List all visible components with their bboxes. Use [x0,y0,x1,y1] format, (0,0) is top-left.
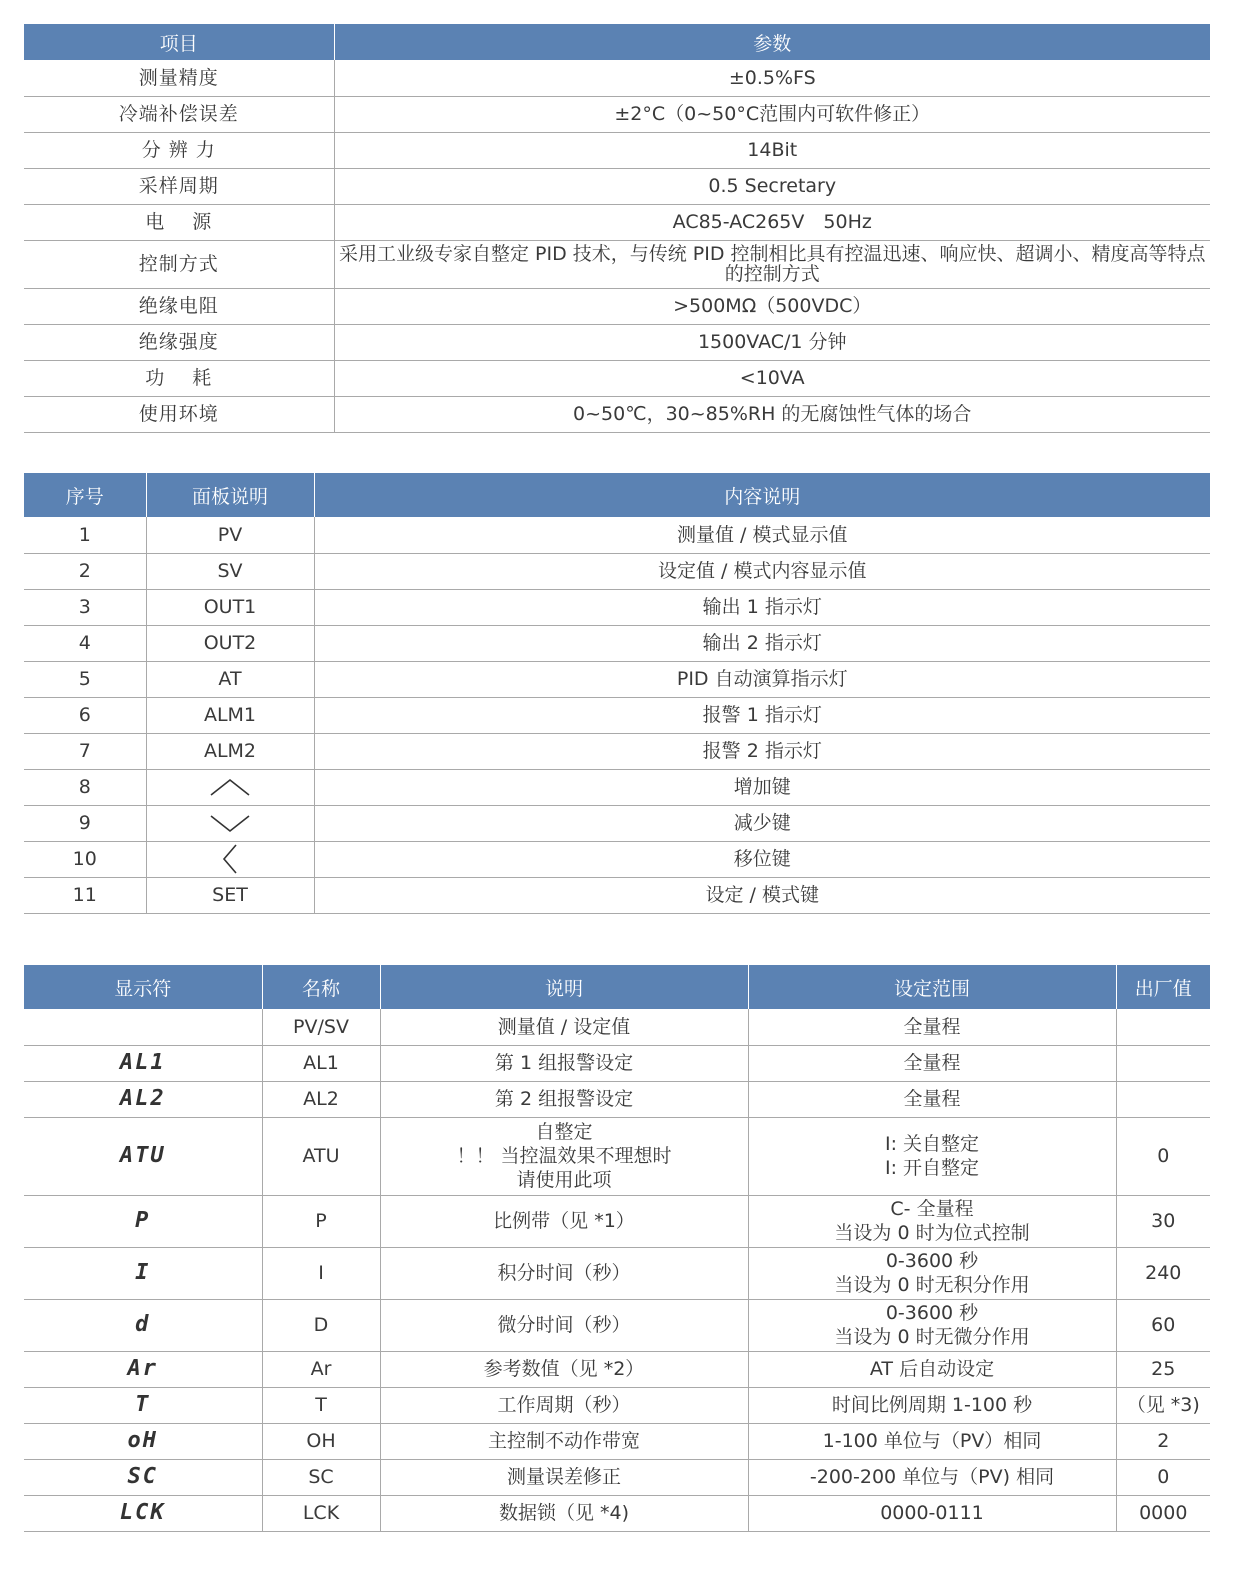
table-row [24,805,1210,841]
panel-no: 2 [24,553,146,589]
table-row [24,168,1210,204]
param-range: 0000-0111 [748,1495,1116,1531]
panel-label: ALM2 [146,733,314,769]
param-default: 0000 [1116,1495,1210,1531]
table-row [24,1495,1210,1531]
spec-item: 测量精度 [24,60,334,96]
table-row [24,324,1210,360]
panel-label: SET [146,877,314,913]
param-range: -200-200 单位与（PV) 相同 [748,1459,1116,1495]
segment-symbol: T [24,1387,262,1423]
table-row [24,697,1210,733]
param-range: C- 全量程 当设为 0 时为位式控制 [748,1195,1116,1247]
param-default: 25 [1116,1351,1210,1387]
table-row [24,96,1210,132]
panel-desc: 报警 2 指示灯 [314,733,1210,769]
param-desc: 工作周期（秒） [380,1387,748,1423]
panel-desc: 移位键 [314,841,1210,877]
table-row [24,1247,1210,1299]
param-desc: 积分时间（秒） [380,1247,748,1299]
table-row [24,240,1210,288]
panel-label: OUT2 [146,625,314,661]
table-row [24,1081,1210,1117]
spec-value: 1500VAC/1 分钟 [334,324,1210,360]
param-default: （见 *3) [1116,1387,1210,1423]
segment-symbol: LCK [24,1495,262,1531]
table-row [24,1423,1210,1459]
panel-label: PV [146,517,314,553]
spec-item: 采样周期 [24,168,334,204]
param-desc: 数据锁（见 *4) [380,1495,748,1531]
segment-symbol: SC [24,1459,262,1495]
panel-desc: 报警 1 指示灯 [314,697,1210,733]
panel-no: 9 [24,805,146,841]
spec-item: 电 源 [24,204,334,240]
spec-item: 冷端补偿误差 [24,96,334,132]
spec-value: ±2°C（0~50°C范围内可软件修正） [334,96,1210,132]
up-chevron-icon [208,776,252,798]
param-name: AL2 [262,1081,380,1117]
table-row [24,1459,1210,1495]
table-row [24,625,1210,661]
param-header-symbol: 显示符 [24,965,262,1009]
table-row [24,396,1210,432]
segment-symbol: P [24,1195,262,1247]
param-range: 0-3600 秒 当设为 0 时无微分作用 [748,1299,1116,1351]
segment-symbol: AL2 [24,1081,262,1117]
param-desc: 微分时间（秒） [380,1299,748,1351]
param-desc: 第 2 组报警设定 [380,1081,748,1117]
table-row [24,769,1210,805]
param-name: OH [262,1423,380,1459]
param-header-row [24,965,1210,1009]
param-name: D [262,1299,380,1351]
spec-header-item: 项目 [24,24,334,60]
param-header-desc: 说明 [380,965,748,1009]
panel-label [146,805,314,841]
panel-desc: PID 自动演算指示灯 [314,661,1210,697]
table-row [24,841,1210,877]
param-desc: 测量值 / 设定值 [380,1009,748,1045]
table-row [24,589,1210,625]
table-row [24,1009,1210,1045]
param-desc: 第 1 组报警设定 [380,1045,748,1081]
left-chevron-icon [218,843,242,875]
table-row [24,1351,1210,1387]
panel-desc: 输出 2 指示灯 [314,625,1210,661]
spec-item: 使用环境 [24,396,334,432]
param-range: 0-3600 秒 当设为 0 时无积分作用 [748,1247,1116,1299]
param-default: 0 [1116,1117,1210,1195]
spec-header-row [24,24,1210,60]
param-name: AL1 [262,1045,380,1081]
segment-symbol: oH [24,1423,262,1459]
table-row [24,517,1210,553]
param-name: PV/SV [262,1009,380,1045]
panel-label: AT [146,661,314,697]
table-row [24,877,1210,913]
panel-label: OUT1 [146,589,314,625]
table-row [24,360,1210,396]
spec-item: 绝缘电阻 [24,288,334,324]
table-row [24,661,1210,697]
table-row [24,60,1210,96]
table-row [24,1117,1210,1195]
spec-value: ±0.5%FS [334,60,1210,96]
segment-symbol [24,1009,262,1045]
table-row [24,204,1210,240]
param-range: 时间比例周期 1-100 秒 [748,1387,1116,1423]
panel-no: 10 [24,841,146,877]
spec-value: 采用工业级专家自整定 PID 技术，与传统 PID 控制相比具有控温迅速、响应快、超调小、精度高等特点的控制方式 [334,240,1210,288]
segment-symbol: AL1 [24,1045,262,1081]
spec-value: <10VA [334,360,1210,396]
panel-label [146,769,314,805]
table-row [24,553,1210,589]
spec-table [24,24,1210,433]
panel-header-desc: 内容说明 [314,473,1210,517]
panel-desc: 设定 / 模式键 [314,877,1210,913]
table-row [24,132,1210,168]
table-row [24,733,1210,769]
panel-label: SV [146,553,314,589]
param-name: ATU [262,1117,380,1195]
panel-no: 7 [24,733,146,769]
param-name: T [262,1387,380,1423]
panel-desc: 减少键 [314,805,1210,841]
param-name: P [262,1195,380,1247]
param-default: 2 [1116,1423,1210,1459]
param-header-range: 设定范围 [748,965,1116,1009]
panel-no: 1 [24,517,146,553]
spec-item: 绝缘强度 [24,324,334,360]
param-name: SC [262,1459,380,1495]
table-row [24,288,1210,324]
panel-label [146,841,314,877]
param-header-name: 名称 [262,965,380,1009]
param-default [1116,1045,1210,1081]
segment-symbol: ATU [24,1117,262,1195]
param-name: I [262,1247,380,1299]
panel-no: 6 [24,697,146,733]
spec-value: 0.5 Secretary [334,168,1210,204]
segment-symbol: Ar [24,1351,262,1387]
spec-item: 分 辨 力 [24,132,334,168]
panel-no: 4 [24,625,146,661]
panel-no: 8 [24,769,146,805]
spec-item: 控制方式 [24,240,334,288]
panel-desc: 设定值 / 模式内容显示值 [314,553,1210,589]
param-desc: 自整定 ！！ 当控温效果不理想时 请使用此项 [380,1117,748,1195]
spec-value: AC85-AC265V 50Hz [334,204,1210,240]
spec-value: >500MΩ（500VDC） [334,288,1210,324]
spec-item: 功 耗 [24,360,334,396]
param-range: 全量程 [748,1081,1116,1117]
param-range: AT 后自动设定 [748,1351,1116,1387]
panel-no: 11 [24,877,146,913]
panel-desc: 输出 1 指示灯 [314,589,1210,625]
table-row [24,1195,1210,1247]
segment-symbol: d [24,1299,262,1351]
param-default [1116,1009,1210,1045]
down-chevron-icon [208,812,252,834]
spec-header-param: 参数 [334,24,1210,60]
panel-desc: 测量值 / 模式显示值 [314,517,1210,553]
panel-header-label: 面板说明 [146,473,314,517]
param-range: 全量程 [748,1009,1116,1045]
param-default: 0 [1116,1459,1210,1495]
panel-desc: 增加键 [314,769,1210,805]
param-header-default: 出厂值 [1116,965,1210,1009]
panel-header-row [24,473,1210,517]
param-desc: 比例带（见 *1） [380,1195,748,1247]
param-table [24,965,1210,1532]
panel-no: 5 [24,661,146,697]
segment-symbol: I [24,1247,262,1299]
spec-value: 0~50℃，30~85%RH 的无腐蚀性气体的场合 [334,396,1210,432]
param-range: 全量程 [748,1045,1116,1081]
param-default: 60 [1116,1299,1210,1351]
panel-table [24,473,1210,914]
param-desc: 测量误差修正 [380,1459,748,1495]
param-range: I: 关自整定 I: 开自整定 [748,1117,1116,1195]
param-name: Ar [262,1351,380,1387]
param-name: LCK [262,1495,380,1531]
param-range: 1-100 单位与（PV）相同 [748,1423,1116,1459]
panel-header-no: 序号 [24,473,146,517]
panel-label: ALM1 [146,697,314,733]
param-desc: 主控制不动作带宽 [380,1423,748,1459]
panel-no: 3 [24,589,146,625]
spec-value: 14Bit [334,132,1210,168]
param-default: 240 [1116,1247,1210,1299]
table-row [24,1299,1210,1351]
table-row [24,1045,1210,1081]
param-default [1116,1081,1210,1117]
table-row [24,1387,1210,1423]
param-default: 30 [1116,1195,1210,1247]
param-desc: 参考数值（见 *2） [380,1351,748,1387]
